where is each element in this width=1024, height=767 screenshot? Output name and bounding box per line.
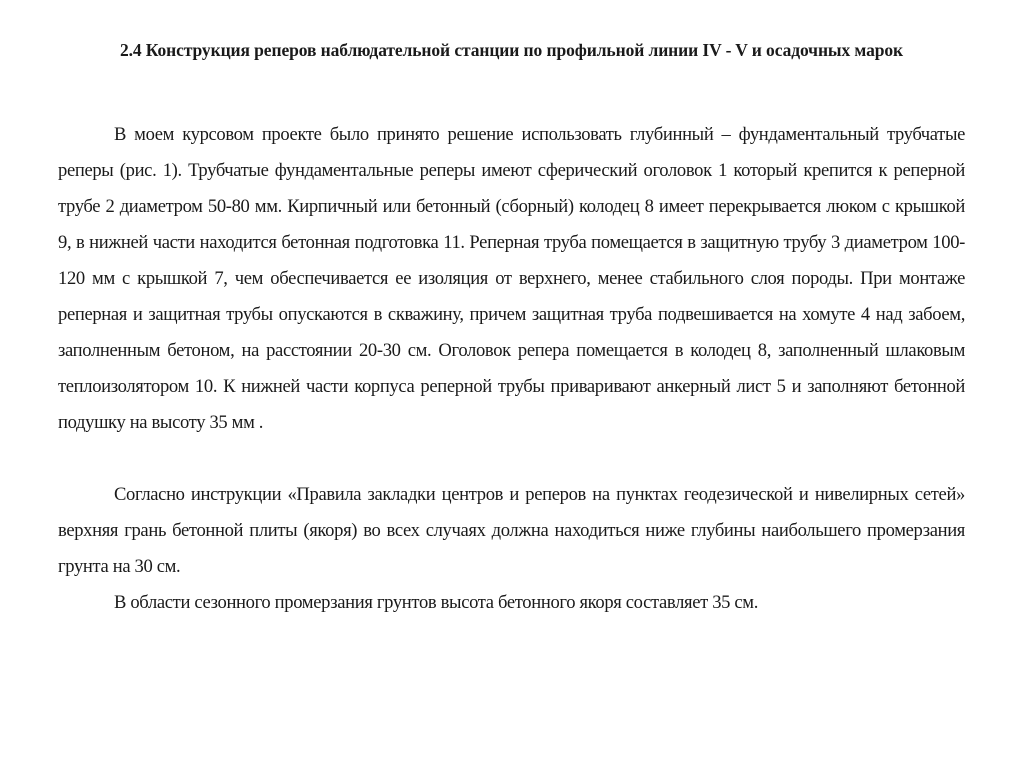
paragraph-benchmark-construction: В моем курсовом проекте было принято решение использовать глубинный – фундаментальный трубчатые реперы (рис. 1). Трубчатые фундаментальные реперы имеют сферический оголовок 1 который крепится к реперной трубе 2 диаметром 50-80 мм. Кирпичный или бетонный (сборный) колодец 8 имеет перекрывается люком с крышкой 9, в нижней части находится бетонная подготовка 11. Реперная труба помещается в защитную трубу 3 диаметром 100-120 мм с крышкой 7, чем обеспечивается ее изоляция от верхнего, менее стабильного слоя породы. При монтаже реперная и защитная трубы опускаются в скважину, причем защитная труба подвешивается на хомуте 4 над забоем, заполненным бетоном, на расстоянии 20-30 см. Оголовок репера помещается в колодец 8, заполненный шлаковым теплоизолятором 10. К нижней части корпуса реперной трубы приваривают анкерный лист 5 и заполняют бетонной подушку на высоту 35 мм .: [58, 124, 965, 433]
section-title: 2.4 Конструкция реперов наблюдательной станции по профильной линии IV - V и осадочных марок: [119, 40, 904, 60]
paragraph-instruction-requirements: Согласно инструкции «Правила закладки центров и реперов на пунктах геодезической и нивелирных сетей» верхняя грань бетонной плиты (якоря) во всех случаях должна находиться ниже глубины наибольшего промерзания грунта на 30 см.: [58, 484, 965, 577]
paragraph-anchor-height: В области сезонного промерзания грунтов высота бетонного якоря составляет 35 см.: [114, 592, 759, 613]
